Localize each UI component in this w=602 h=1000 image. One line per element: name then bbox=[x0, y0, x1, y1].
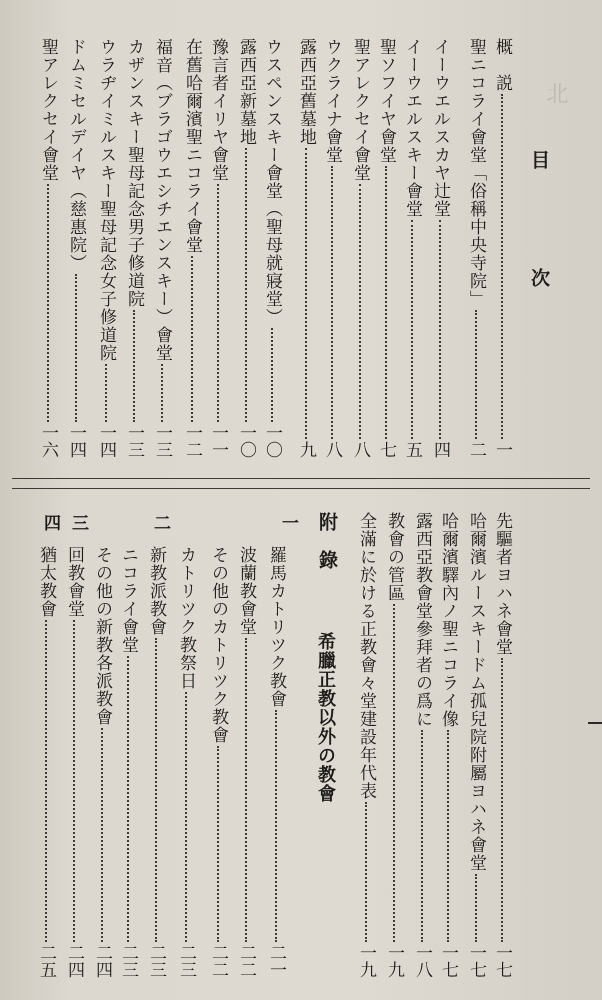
toc-entry bbox=[412, 512, 432, 978]
entry-page: 二三 bbox=[146, 944, 166, 978]
entry-title: 在舊哈爾濱聖ニコライ會堂 bbox=[182, 38, 202, 254]
leader-dots bbox=[47, 184, 49, 422]
toc-entry bbox=[208, 38, 228, 458]
entry-title: ウスペンスキー會堂（聖母就寢堂） bbox=[262, 38, 282, 326]
toc-entry bbox=[208, 546, 228, 978]
appendix-subtitle: 希臘正教以外の教會 bbox=[315, 632, 336, 803]
entry-page: 二四 bbox=[92, 944, 112, 978]
entry-page: 一四 bbox=[96, 424, 116, 458]
leader-dots bbox=[305, 148, 307, 439]
leader-dots bbox=[411, 220, 413, 439]
entry-page: 二 bbox=[466, 441, 486, 458]
entry-page: 一八 bbox=[412, 944, 432, 978]
entry-title: イーウエルスカヤ辻堂 bbox=[430, 38, 450, 218]
toc-entry bbox=[66, 38, 86, 458]
entry-page: 一 bbox=[492, 441, 512, 458]
leader-dots bbox=[45, 620, 47, 942]
entry-title: 先驅者ヨハネ會堂 bbox=[492, 512, 512, 656]
entry-title: 聖ニコライ會堂「俗稱中央寺院」 bbox=[466, 38, 486, 308]
entry-title: 新教派教會 bbox=[146, 546, 166, 636]
section-number: 二 bbox=[150, 514, 170, 531]
section-rule-bottom bbox=[12, 488, 590, 489]
entry-page: 一〇 bbox=[236, 424, 256, 458]
entry-page: 四 bbox=[430, 441, 450, 458]
leader-dots bbox=[161, 364, 163, 422]
entry-page: 一七 bbox=[466, 944, 486, 978]
toc-entry bbox=[430, 38, 450, 458]
entry-title: 哈爾濱ルースキードム孤兒院附屬ヨハネ會堂 bbox=[466, 512, 486, 872]
leader-dots bbox=[245, 148, 247, 422]
toc-entry bbox=[266, 546, 286, 978]
leader-dots bbox=[365, 802, 367, 942]
entry-page: 二三 bbox=[176, 944, 196, 978]
entry-page: 五 bbox=[402, 441, 422, 458]
entry-title: イーウエルスキー會堂 bbox=[402, 38, 422, 218]
entry-page: 一三 bbox=[152, 424, 172, 458]
leader-dots bbox=[105, 364, 107, 422]
contents-heading: 目 次 bbox=[528, 150, 550, 327]
entry-page: 一九 bbox=[384, 944, 404, 978]
entry-title: 露西亞教會堂參拜者の爲に bbox=[412, 512, 432, 728]
toc-entry bbox=[124, 38, 144, 458]
section-number: 一 bbox=[278, 514, 298, 531]
entry-page: 二一 bbox=[266, 944, 286, 978]
toc-entry bbox=[236, 546, 256, 978]
leader-dots bbox=[217, 184, 219, 422]
entry-title: 聖アレクセイ會堂 bbox=[350, 38, 370, 182]
leader-dots bbox=[75, 274, 77, 422]
entry-page: 二五 bbox=[36, 944, 56, 978]
entry-title: 露西亞舊墓地 bbox=[296, 38, 316, 146]
leader-dots bbox=[475, 874, 477, 942]
leader-dots bbox=[331, 166, 333, 439]
section-number: 四 bbox=[40, 514, 60, 531]
section-rule-top bbox=[12, 478, 590, 479]
section-number: 三 bbox=[68, 514, 88, 531]
leader-dots bbox=[101, 728, 103, 942]
leader-dots bbox=[217, 746, 219, 942]
entry-title: 教會の管區 bbox=[384, 512, 404, 602]
entry-title: その他のカトリツク教會 bbox=[208, 546, 228, 744]
leader-dots bbox=[439, 220, 441, 439]
toc-entry bbox=[36, 546, 56, 978]
toc-entry bbox=[376, 38, 396, 458]
entry-title: 聖ソフイヤ會堂 bbox=[376, 38, 396, 164]
leader-dots bbox=[501, 94, 503, 439]
toc-entry bbox=[146, 546, 166, 978]
entry-title: ウラヂイミルスキー聖母記念女子修道院 bbox=[96, 38, 116, 362]
leader-dots bbox=[421, 730, 423, 942]
leader-dots bbox=[501, 658, 503, 942]
entry-page: 二二 bbox=[236, 944, 256, 978]
toc-entry bbox=[296, 38, 316, 458]
entry-title: 羅馬カトリツク教會 bbox=[266, 546, 286, 708]
leader-dots bbox=[127, 656, 129, 942]
toc-entry bbox=[38, 38, 58, 458]
entry-page: 一七 bbox=[438, 944, 458, 978]
entry-page: 九 bbox=[296, 441, 316, 458]
leader-dots bbox=[185, 692, 187, 942]
leader-dots bbox=[73, 620, 75, 942]
entry-page: 八 bbox=[322, 441, 342, 458]
entry-title: その他の新教各派教會 bbox=[92, 546, 112, 726]
toc-entry bbox=[466, 512, 486, 978]
entry-title: 露西亞新墓地 bbox=[236, 38, 256, 146]
entry-page: 一九 bbox=[356, 944, 376, 978]
toc-entry bbox=[438, 512, 458, 978]
entry-page: 二四 bbox=[64, 944, 84, 978]
toc-entry bbox=[492, 512, 512, 978]
leader-dots bbox=[245, 638, 247, 942]
toc-entry bbox=[96, 38, 116, 458]
entry-page: 一二 bbox=[182, 424, 202, 458]
entry-title: ニコライ會堂 bbox=[118, 546, 138, 654]
leader-dots bbox=[359, 184, 361, 439]
entry-page: 一三 bbox=[124, 424, 144, 458]
leader-dots bbox=[133, 310, 135, 422]
toc-entry bbox=[466, 38, 486, 458]
leader-dots bbox=[191, 256, 193, 422]
leader-dots bbox=[385, 166, 387, 439]
toc-entry bbox=[64, 546, 84, 978]
entry-title: 回教會堂 bbox=[64, 546, 84, 618]
entry-title: カトリツク教祭日 bbox=[176, 546, 196, 690]
toc-entry bbox=[152, 38, 172, 458]
toc-entry bbox=[322, 38, 342, 458]
entry-page: 七 bbox=[376, 441, 396, 458]
toc-entry bbox=[262, 38, 282, 458]
entry-page: 一〇 bbox=[262, 424, 282, 458]
entry-page: 二三 bbox=[118, 944, 138, 978]
entry-title: 概 説 bbox=[492, 38, 512, 92]
entry-title: 波蘭教會堂 bbox=[236, 546, 256, 636]
page-edge-mark bbox=[588, 722, 602, 724]
entry-title: 全滿に於ける正教會々堂建設年代表 bbox=[356, 512, 376, 800]
toc-entry bbox=[236, 38, 256, 458]
toc-entry bbox=[402, 38, 422, 458]
entry-title: 豫言者イリヤ會堂 bbox=[208, 38, 228, 182]
appendix-label: 附 錄 bbox=[316, 512, 338, 569]
leader-dots bbox=[447, 730, 449, 942]
entry-page: 一四 bbox=[66, 424, 86, 458]
entry-title: 福音（ブラゴウエシチエンスキー）會堂 bbox=[152, 38, 172, 362]
entry-title: 聖アレクセイ會堂 bbox=[38, 38, 58, 182]
entry-title: ウクライナ會堂 bbox=[322, 38, 342, 164]
toc-entry bbox=[182, 38, 202, 458]
entry-page: 一六 bbox=[38, 424, 58, 458]
leader-dots bbox=[275, 710, 277, 942]
toc-entry bbox=[118, 546, 138, 978]
toc-entry bbox=[356, 512, 376, 978]
toc-entry bbox=[92, 546, 112, 978]
entry-title: カザンスキー聖母記念男子修道院 bbox=[124, 38, 144, 308]
leader-dots bbox=[475, 310, 477, 439]
entry-page: 一七 bbox=[492, 944, 512, 978]
entry-page: 一一 bbox=[208, 424, 228, 458]
toc-entry bbox=[492, 38, 512, 458]
leader-dots bbox=[155, 638, 157, 942]
leader-dots bbox=[271, 328, 273, 422]
entry-title: 哈爾濱驛內ノ聖ニコライ像 bbox=[438, 512, 458, 728]
faint-stamp: 北 bbox=[543, 82, 568, 104]
leader-dots bbox=[393, 604, 395, 942]
entry-page: 二二 bbox=[208, 944, 228, 978]
entry-title: ドムミセルデイヤ（慈惠院） bbox=[66, 38, 86, 272]
entry-page: 八 bbox=[350, 441, 370, 458]
toc-entry bbox=[384, 512, 404, 978]
toc-entry bbox=[176, 546, 196, 978]
entry-title: 猶太教會 bbox=[36, 546, 56, 618]
toc-entry bbox=[350, 38, 370, 458]
